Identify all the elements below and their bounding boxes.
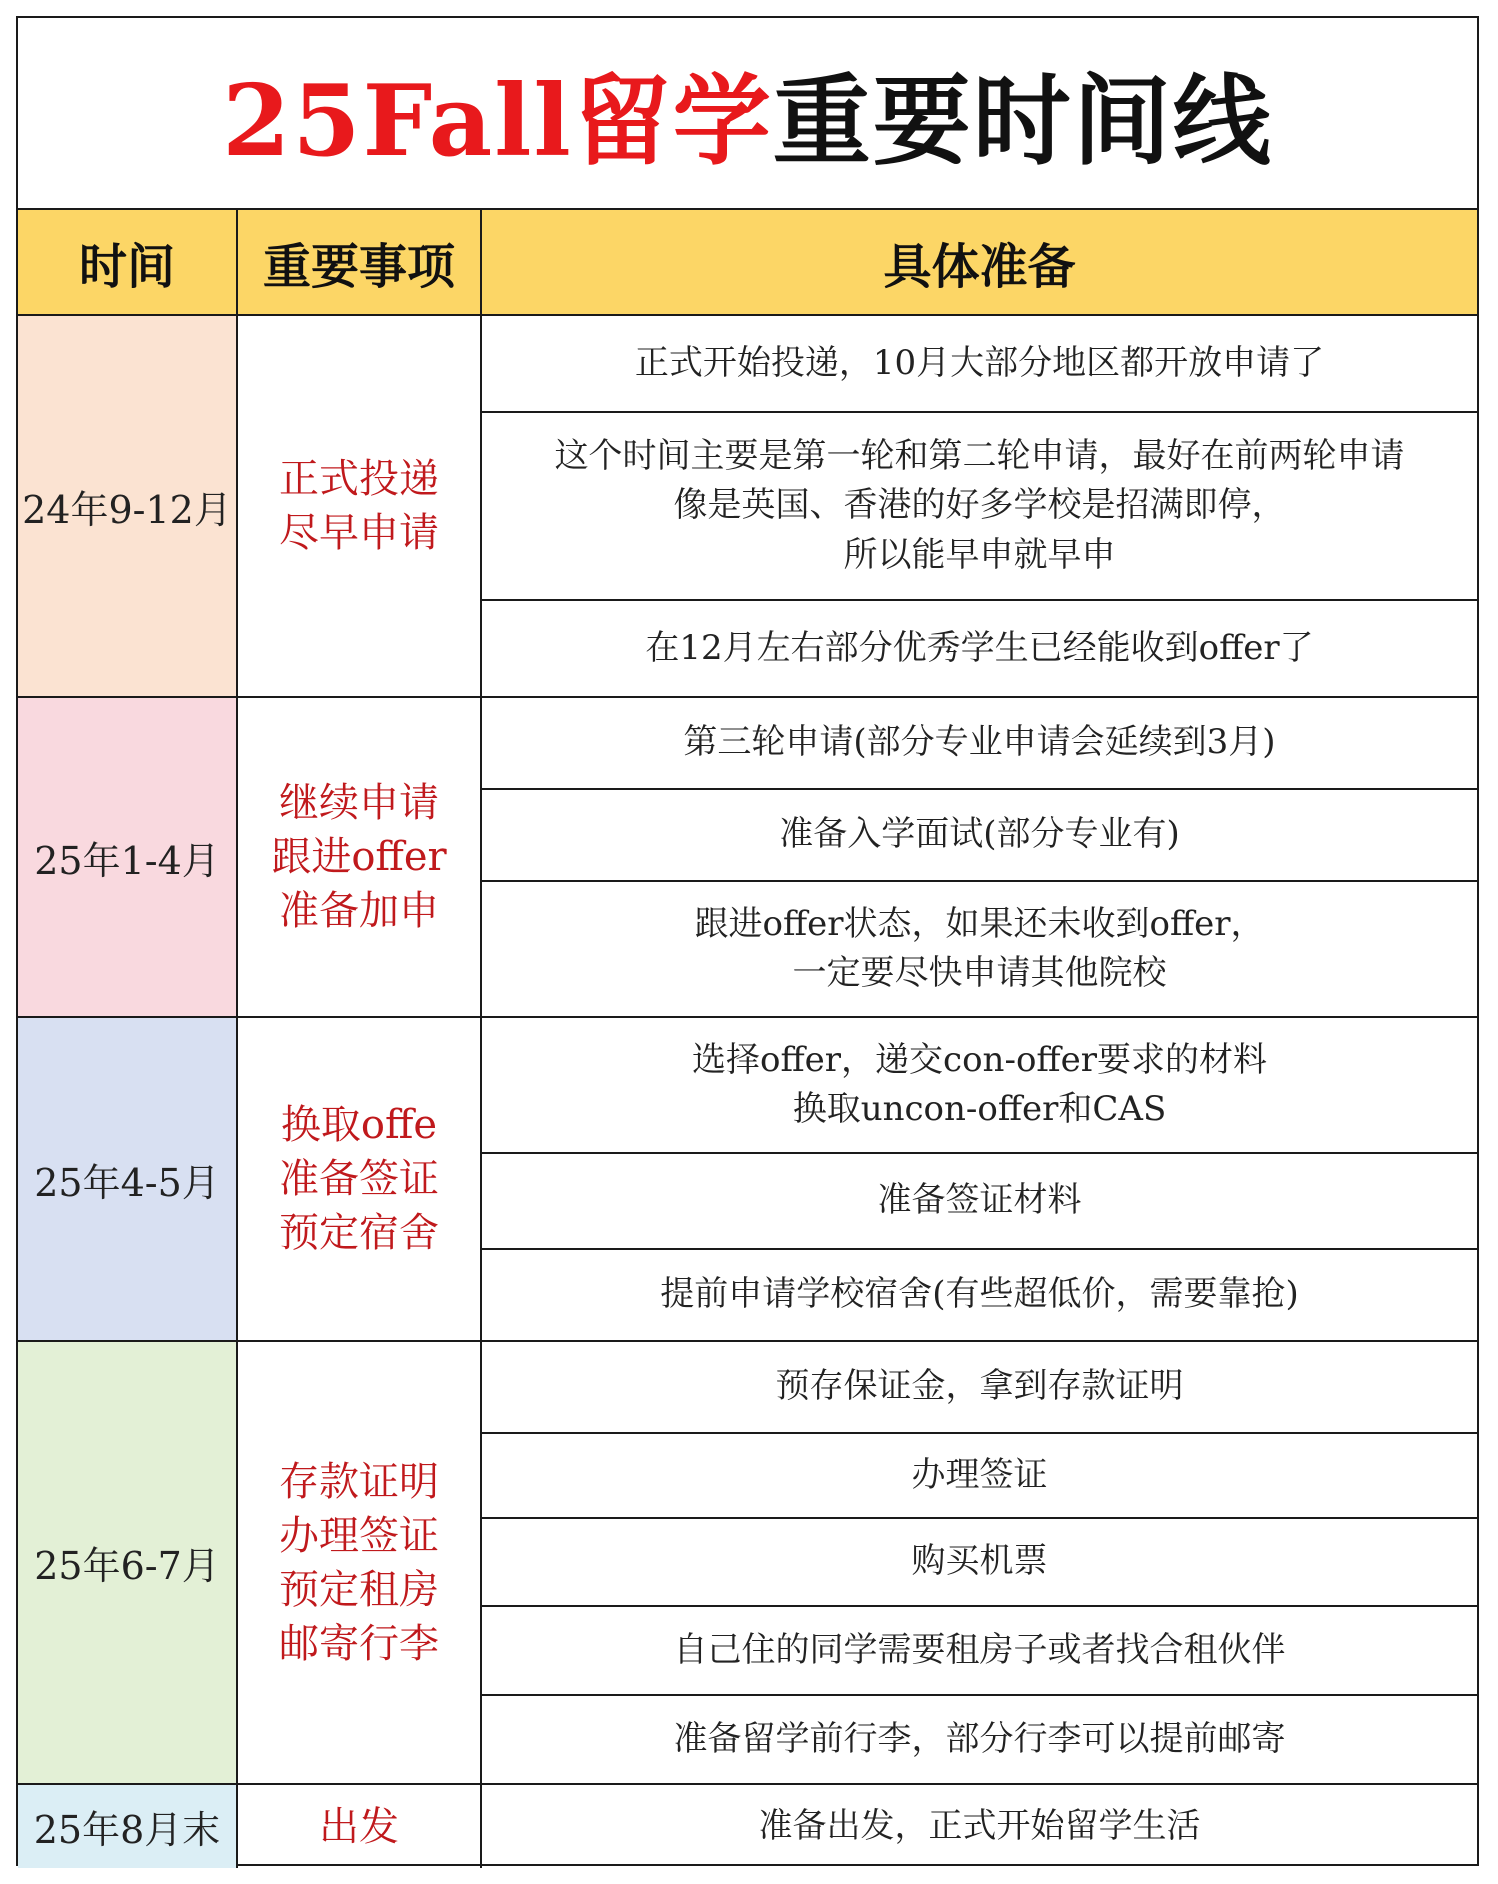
- time-cell: 25年1-4月: [18, 697, 237, 1017]
- table-row: [18, 1017, 1477, 1153]
- event-line: 出发: [319, 1803, 399, 1850]
- detail-line: 准备入学面试(部分专业有): [779, 814, 1180, 855]
- detail-cell: [481, 1433, 1477, 1518]
- event-cell: [237, 1341, 481, 1784]
- time-cell: 24年9-12月: [18, 315, 237, 697]
- detail-line: 正式开始投递，10月大部分地区都开放申请了: [634, 342, 1325, 383]
- detail-line: 第三轮申请(部分专业申请会延续到3月): [683, 722, 1276, 763]
- detail-line: 这个时间主要是第一轮和第二轮申请，最好在前两轮申请: [554, 436, 1405, 477]
- detail-cell: [481, 1695, 1477, 1784]
- event-cell: [237, 1017, 481, 1341]
- detail-line: 办理签证: [911, 1454, 1048, 1495]
- time-cell: 25年6-7月: [18, 1341, 237, 1784]
- detail-cell: [481, 412, 1477, 600]
- detail-cell: [481, 315, 1477, 412]
- detail-line: 购买机票: [911, 1541, 1048, 1582]
- time-cell: 25年8月末: [18, 1784, 237, 1868]
- detail-line: 所以能早申就早申: [843, 534, 1116, 575]
- detail-cell: [481, 1606, 1477, 1695]
- event-line: 换取offe: [280, 1102, 438, 1148]
- event-line: 准备加申: [279, 888, 439, 934]
- detail-line: 预存保证金，拿到存款证明: [775, 1366, 1184, 1407]
- detail-line: 换取uncon-offer和CAS: [792, 1089, 1167, 1129]
- table-row: [18, 697, 1477, 789]
- detail-cell: [481, 881, 1477, 1017]
- event-line: 邮寄行李: [279, 1620, 439, 1667]
- detail-line: 选择offer，递交con-offer要求的材料: [692, 1039, 1267, 1080]
- event-line: 准备签证: [279, 1156, 439, 1202]
- detail-line: 在12月左右部分优秀学生已经能收到offer了: [645, 627, 1314, 668]
- title-highlight: 25Fall留学: [222, 63, 773, 179]
- timeline-sheet: [16, 16, 1479, 1866]
- header-row: [18, 210, 1477, 315]
- event-line: 存款证明: [279, 1458, 439, 1505]
- table-row: [18, 315, 1477, 412]
- detail-cell: [481, 1153, 1477, 1249]
- event-line: 跟进offer: [271, 834, 447, 880]
- header-time: 时间: [18, 210, 237, 315]
- table-row: [18, 1784, 1477, 1868]
- event-line: 办理签证: [279, 1512, 439, 1559]
- table-row: [18, 1341, 1477, 1433]
- title-rest: 重要时间线: [772, 63, 1273, 179]
- detail-line: 准备签证材料: [877, 1180, 1082, 1221]
- detail-cell: [481, 1518, 1477, 1606]
- detail-cell: [481, 1017, 1477, 1153]
- detail-cell: [481, 789, 1477, 881]
- timeline-table: [18, 210, 1477, 1868]
- detail-cell: [481, 600, 1477, 697]
- detail-line: 提前申请学校宿舍(有些超低价，需要靠抢): [660, 1274, 1299, 1315]
- event-line: 正式投递: [279, 456, 439, 502]
- detail-cell: [481, 1341, 1477, 1433]
- event-line: 尽早申请: [279, 510, 439, 556]
- page-title: [18, 18, 1477, 210]
- event-cell: [237, 697, 481, 1017]
- event-line: 预定宿舍: [279, 1210, 439, 1256]
- detail-line: 准备出发，正式开始留学生活: [758, 1805, 1201, 1846]
- detail-cell: [481, 1784, 1477, 1868]
- event-line: 继续申请: [279, 780, 439, 826]
- event-cell: [237, 315, 481, 697]
- time-cell: 25年4-5月: [18, 1017, 237, 1341]
- event-cell: [237, 1784, 481, 1868]
- detail-cell: [481, 1249, 1477, 1341]
- event-line: 预定租房: [279, 1566, 439, 1613]
- header-event: 重要事项: [237, 210, 481, 315]
- detail-cell: [481, 697, 1477, 789]
- detail-line: 准备留学前行李，部分行李可以提前邮寄: [673, 1718, 1286, 1759]
- detail-line: 自己住的同学需要租房子或者找合租伙伴: [673, 1629, 1286, 1670]
- header-detail: 具体准备: [481, 210, 1477, 315]
- detail-line: 像是英国、香港的好多学校是招满即停，: [673, 485, 1286, 526]
- detail-line: 一定要尽快申请其他院校: [792, 953, 1167, 993]
- detail-line: 跟进offer状态，如果还未收到offer，: [694, 903, 1265, 944]
